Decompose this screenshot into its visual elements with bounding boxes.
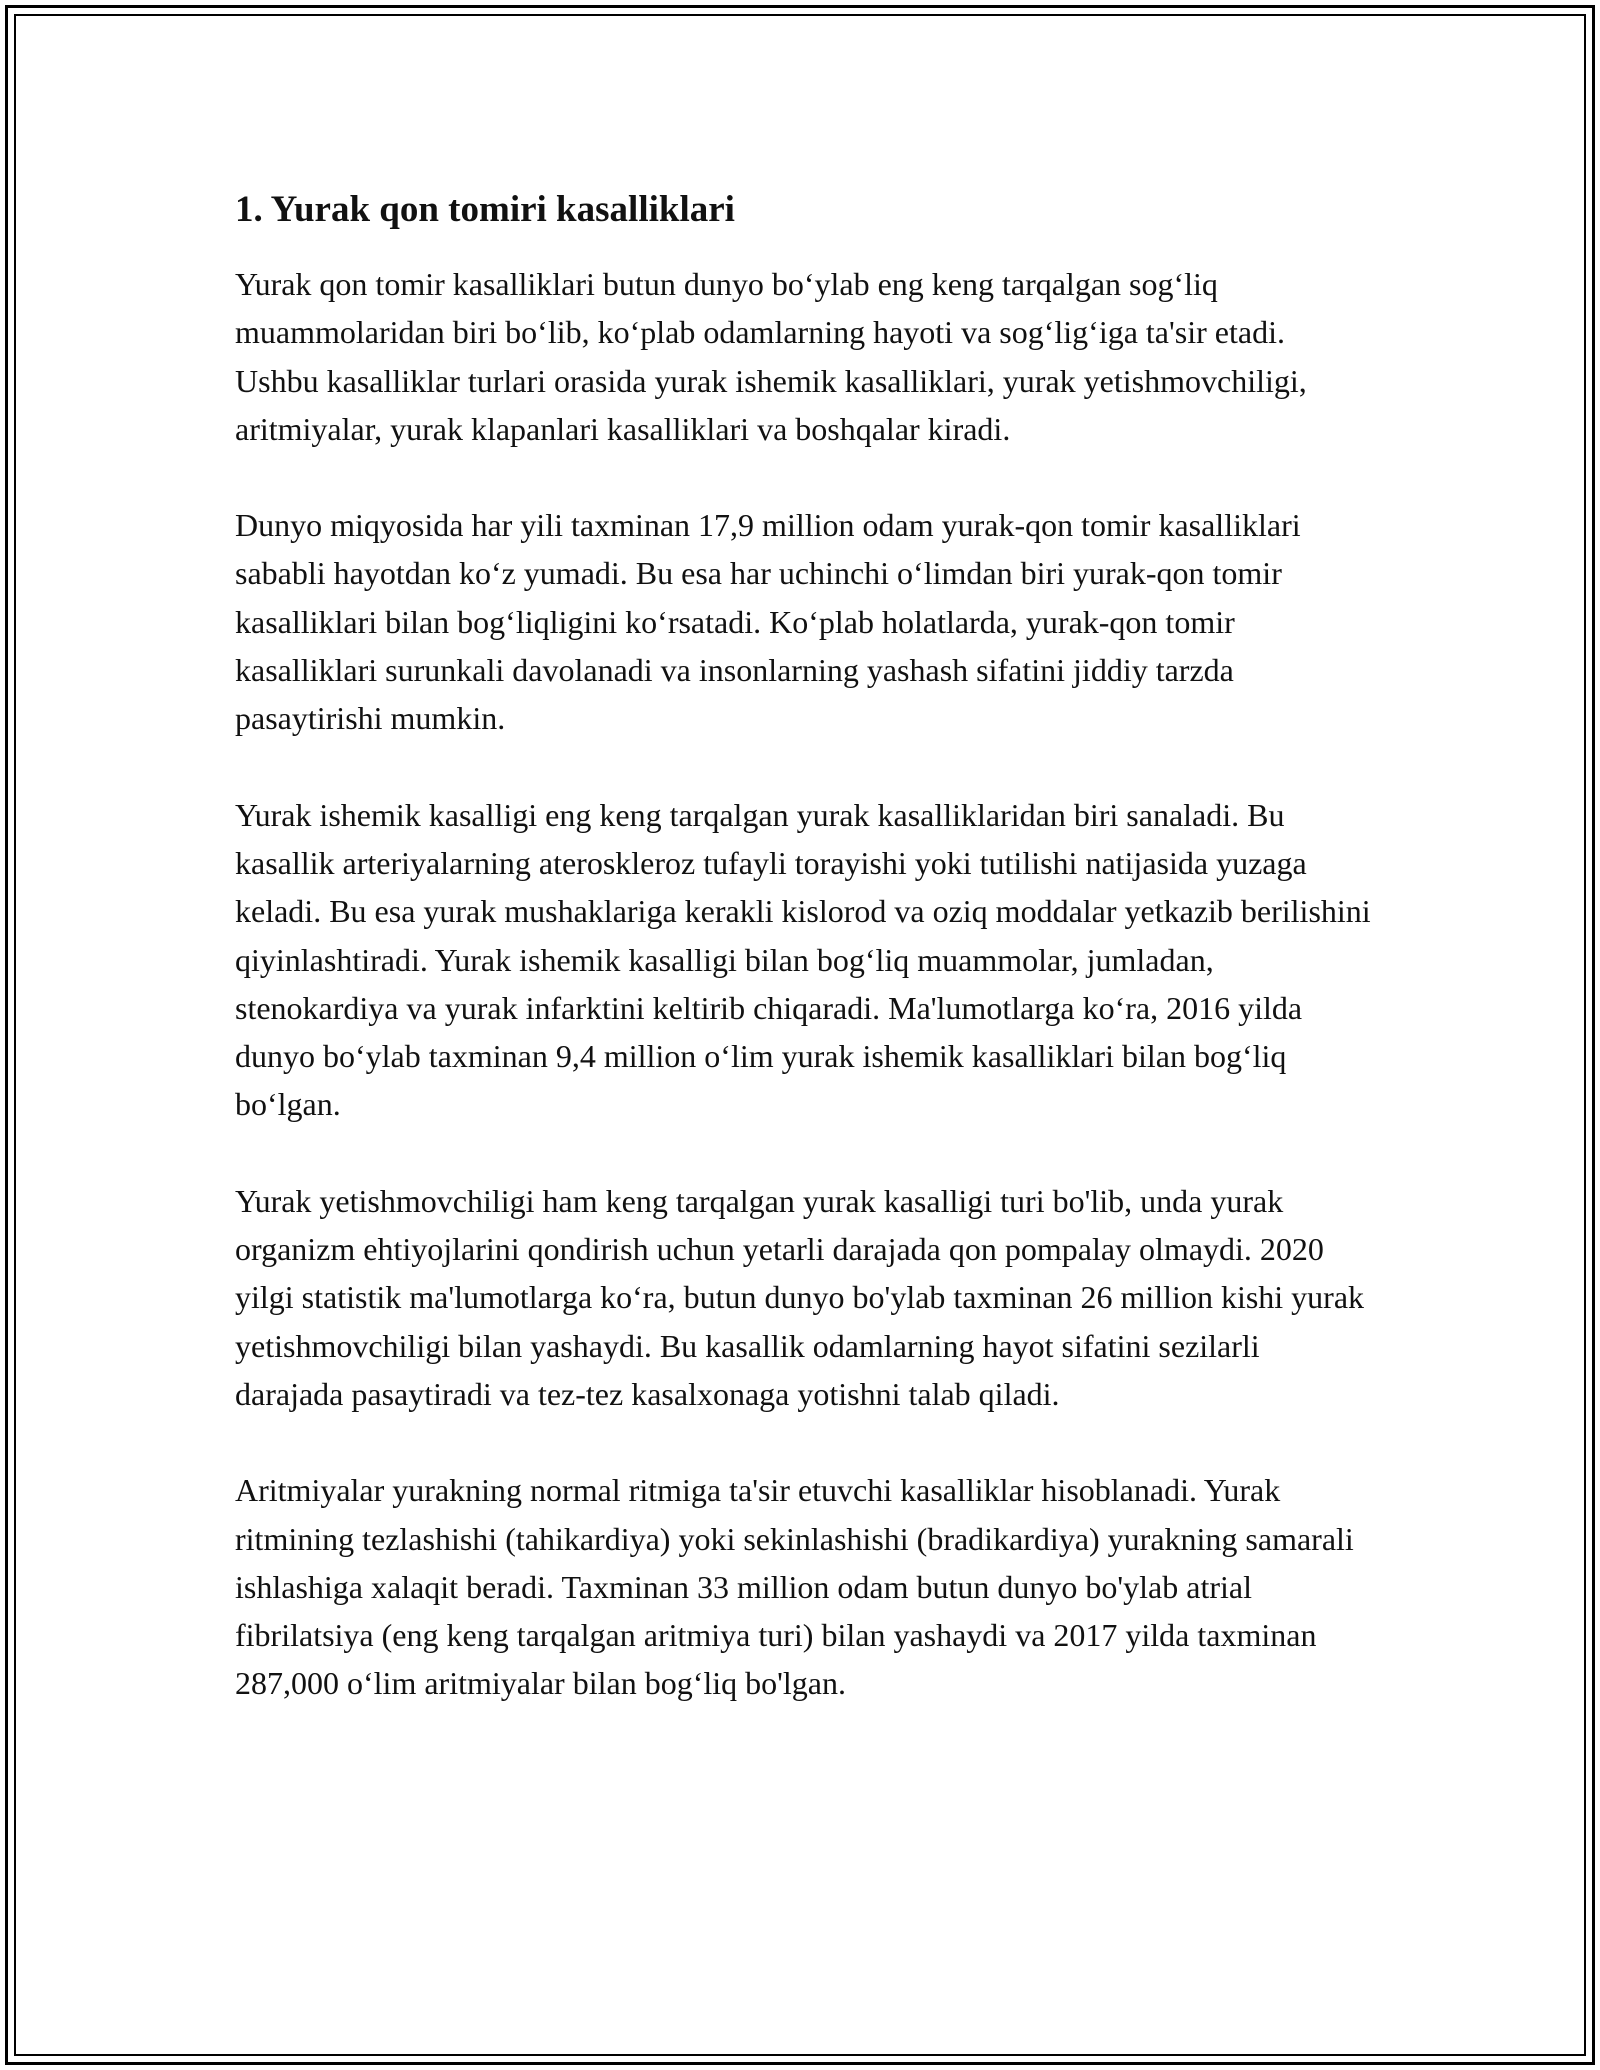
section-heading: 1. Yurak qon tomiri kasalliklari	[235, 189, 735, 230]
paragraph-ischemic-disease: Yurak ishemik kasalligi eng keng tarqalgan yurak kasalliklaridan biri sanaladi. Bu kasallik arteriyalarning ateroskleroz tufayli torayishi yoki tutilishi natijasida yuzaga keladi. Bu esa yurak mushaklariga kerakli kislorod va oziq moddalar yetkazib berilishini qiyinlashtiradi. Yurak ishemik kasalligi bilan bog‘liq muammolar, jumladan, stenokardiya va yurak infarktini keltirib chiqaradi. Ma'lumotlarga ko‘ra, 2016 yilda dunyo bo‘ylab taxminan 9,4 million o‘lim yurak ishemik kasalliklari bilan bog‘liq bo‘lgan.	[235, 796, 1371, 1123]
paragraph-global-mortality: Dunyo miqyosida har yili taxminan 17,9 million odam yurak-qon tomir kasalliklari sababli hayotdan ko‘z yumadi. Bu esa har uchinchi o‘limdan biri yurak-qon tomir kasalliklari bilan bog‘liqligini ko‘rsatadi. Ko‘plab holatlarda, yurak-qon tomir kasalliklari surunkali davolanadi va insonlarning yashash sifatini jiddiy tarzda pasaytirishi mumkin.	[235, 507, 1301, 737]
paragraph-intro: Yurak qon tomir kasalliklari butun dunyo bo‘ylab eng keng tarqalgan sog‘liq muammolaridan biri bo‘lib, ko‘plab odamlarning hayoti va sog‘lig‘iga ta'sir etadi. Ushbu kasalliklar turlari orasida yurak ishemik kasalliklari, yurak yetishmovchiligi, aritmiyalar, yurak klapanlari kasalliklari va boshqalar kiradi.	[235, 266, 1307, 447]
paragraph-arrhythmias: Aritmiyalar yurakning normal ritmiga ta'sir etuvchi kasalliklar hisoblanadi. Yurak ritmining tezlashishi (tahikardiya) yoki sekinlashishi (bradikardiya) yurakning samarali ishlashiga xalaqit beradi. Taxminan 33 million odam butun dunyo bo'ylab atrial fibrilatsiya (eng keng tarqalgan aritmiya turi) bilan yashaydi va 2017 yilda taxminan 287,000 o‘lim aritmiyalar bilan bog‘liq bo'lgan.	[235, 1472, 1354, 1702]
document-body	[235, 186, 1375, 1756]
paragraph-heart-failure: Yurak yetishmovchiligi ham keng tarqalgan yurak kasalligi turi bo'lib, unda yurak organizm ehtiyojlarini qondirish uchun yetarli darajada qon pompalay olmaydi. 2020 yilgi statistik ma'lumotlarga ko‘ra, butun dunyo bo'ylab taxminan 26 million kishi yurak yetishmovchiligi bilan yashaydi. Bu kasallik odamlarning hayot sifatini sezilarli darajada pasaytiradi va tez-tez kasalxonaga yotishni talab qiladi.	[235, 1182, 1365, 1412]
